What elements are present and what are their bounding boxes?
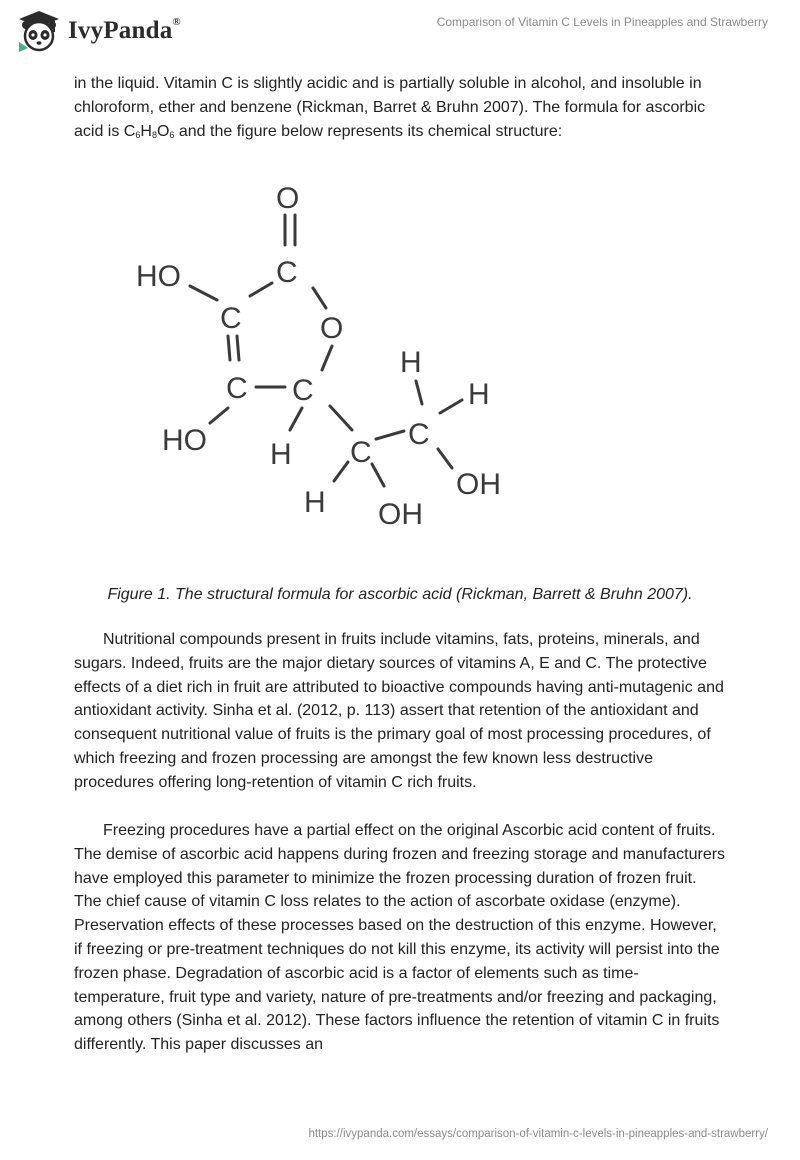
brand-name: IvyPanda® [68, 15, 181, 44]
atom-oh-1: OH [456, 468, 501, 501]
paragraph-freezing-procedures: Freezing procedures have a partial effect on the original Ascorbic acid content of fruits. The demise of ascorbic acid happens during frozen and freezing storage and manufacturers have employed this parameter to minimize the frozen processing duration of frozen fruit. The chief cause of vitamin C loss relates to the action of ascorbate oxidase (enzyme). Preservation effects of these processes based on the destruction of this enzyme. However, if freezing or pre-treatment techniques do not kill this enzyme, its activity will persist into the frozen phase. Degradation of ascorbic acid is a factor of elements such as time-temperature, fruit type and variety, nature of pre-treatments and/or freezing and packaging, among others (Sinha et al. 2012). These factors influence the retention of vitamin C in fruits differently. This paper discusses an [74, 822, 726, 1054]
ascorbic-acid-structure-figure [120, 168, 540, 538]
atom-c4: C [292, 374, 314, 407]
atom-o-carbonyl: O [276, 182, 300, 215]
paragraph-nutritional-compounds: Nutritional compounds present in fruits include vitamins, fats, proteins, minerals, and sugars. Indeed, fruits are the major dietary sources of vitamins A, E and C. The protective effects of a diet rich in fruit are attributed to bioactive compounds having anti-mutagenic and antioxidant activity. Sinha et al. (2012, p. 113) assert that retention of the antioxidant and consequent nutritional value of fruits is the primary goal of most processing procedures, of which freezing and frozen processing are amongst the few known less destructive procedures offering long-retention of vitamin C rich fruits. [74, 631, 724, 791]
brand-logo[interactable] [16, 8, 181, 54]
atom-o-ring: O [320, 312, 344, 345]
atom-c2: C [220, 302, 242, 335]
atom-oh-2: OH [378, 498, 423, 531]
atom-c3: C [226, 372, 248, 405]
document-title: Comparison of Vitamin C Levels in Pineapples and Strawberry [436, 15, 768, 29]
atom-c1: C [276, 256, 298, 289]
atom-h-4: H [304, 486, 326, 519]
source-url-link[interactable]: https://ivypanda.com/essays/comparison-of-vitamin-c-levels-in-pineapples-and-strawberry/ [308, 1128, 768, 1140]
paragraph-intro: in the liquid. Vitamin C is slightly acidic and is partially soluble in alcohol, and insoluble in chloroform, ether and benzene (Rickman, Barret & Bruhn 2007). The formula for ascorbic acid is $C_6H_8O_6$ and the figure below represents its chemical structure: [74, 75, 706, 140]
page-header [0, 0, 800, 70]
atom-ho-1: HO [136, 260, 181, 293]
atom-c5: C [350, 436, 372, 469]
panda-graduate-icon [16, 8, 62, 54]
atom-ho-2: HO [162, 424, 207, 457]
figure-caption: Figure 1. The structural formula for ascorbic acid (Rickman, Barrett & Bruhn 2007). [107, 586, 693, 603]
atom-h-3: H [468, 378, 490, 411]
atom-h-1: H [270, 438, 292, 471]
atom-h-2: H [400, 346, 422, 379]
atom-c6: C [408, 418, 430, 451]
